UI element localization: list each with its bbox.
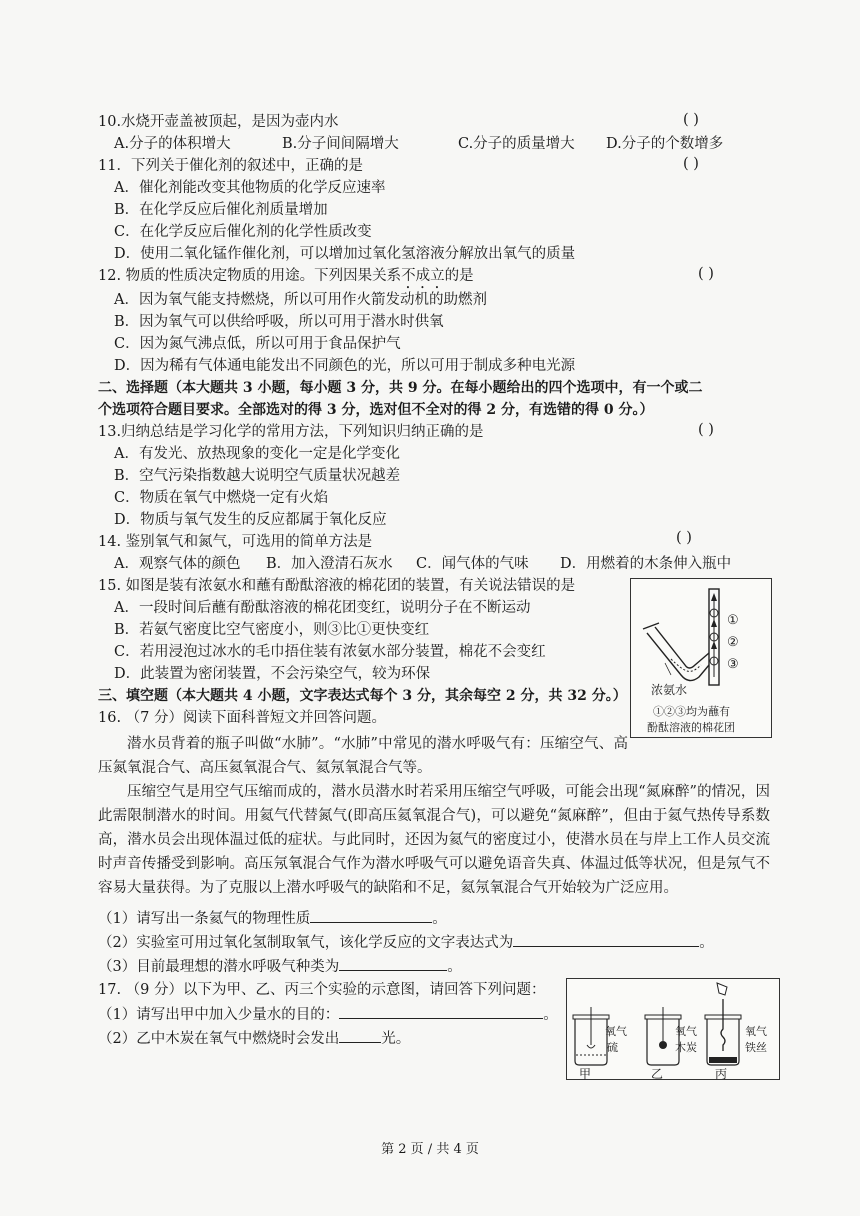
q10-stem: 10.水烧开壶盖被顶起，是因为壶内水 xyxy=(98,114,339,130)
q15-apparatus-figure xyxy=(630,578,772,738)
q10-option-a: A.分子的体积增大 xyxy=(114,136,231,152)
q13-option-d: D．物质与氧气发生的反应都属于氧化反应 xyxy=(114,512,387,528)
q15-stem: 15. 如图是装有浓氨水和蘸有酚酞溶液的棉花团的装置，有关说法错误的是 xyxy=(98,578,576,594)
q14-option-d: D．用燃着的木条伸入瓶中 xyxy=(560,556,732,572)
q16-sub3-period: 。 xyxy=(447,959,462,975)
q16-sub1-answer-blank[interactable] xyxy=(310,908,432,923)
q12-option-b: B．因为氧气可以供给呼吸，所以可用于潜水时供氧 xyxy=(114,314,444,330)
q16-heading: 16. （7 分）阅读下面科普短文并回答问题。 xyxy=(98,710,387,726)
q17-sub2-tail: 光。 xyxy=(381,1031,411,1047)
q14-stem: 14. 鉴别氧气和氮气，可选用的简单方法是 xyxy=(98,534,373,550)
q17-sub2 xyxy=(98,1028,410,1049)
q17-sub1-answer-blank[interactable] xyxy=(339,1004,543,1019)
q11-stem: 11．下列关于催化剂的叙述中，正确的是 xyxy=(98,158,363,174)
fig-label-3: ③ xyxy=(727,657,739,672)
bing-label: 丙 xyxy=(715,1067,728,1081)
q10-bracket: ( ) xyxy=(683,112,699,128)
q16-sub1-period: 。 xyxy=(432,911,447,927)
q14-option-a: A．观察气体的颜色 xyxy=(114,556,241,572)
fig-caption-line1: ①②③均为蘸有 xyxy=(653,705,730,718)
q13-stem: 13.归纳总结是学习化学的常用方法，下列知识归纳正确的是 xyxy=(98,424,484,440)
q17-sub1-period: 。 xyxy=(543,1007,558,1023)
q12-bracket: ( ) xyxy=(698,266,714,282)
q15-option-a: A．一段时间后蘸有酚酞溶液的棉花团变红，说明分子在不断运动 xyxy=(114,600,531,616)
bing-iron-wire-label: 铁丝 xyxy=(745,1041,767,1054)
fig-label-1: ① xyxy=(727,613,739,628)
q16-sub1 xyxy=(98,908,447,929)
q16-sub3-text: （3）目前最理想的潜水呼吸气种类为 xyxy=(98,959,340,975)
q11-option-c: C．在化学反应后催化剂的化学性质改变 xyxy=(114,224,372,240)
q16-sub2-answer-blank[interactable] xyxy=(513,932,699,947)
q13-option-b: B．空气污染指数越大说明空气质量状况越差 xyxy=(114,468,401,484)
q16-sub2-period: 。 xyxy=(699,935,714,951)
q16-sub3-answer-blank[interactable] xyxy=(339,956,447,971)
q13-option-c: C．物质在氧气中燃烧一定有火焰 xyxy=(114,490,329,506)
q12-stem-part1: 12. 物质的性质决定物质的用途。下列因果关系 xyxy=(98,268,402,284)
q17-sub2-text: （2）乙中木炭在氧气中燃烧时会发出 xyxy=(98,1031,340,1047)
page-footer: 第 2 页 / 共 4 页 xyxy=(381,1142,479,1157)
q17-stem: 17. （9 分）以下为甲、乙、丙三个实验的示意图，请回答下列问题： xyxy=(98,982,546,998)
q11-option-d: D．使用二氧化锰作催化剂，可以增加过氧化氢溶液分解放出氧气的质量 xyxy=(114,246,576,262)
q12-stem xyxy=(98,266,474,292)
section2-heading-line2: 个选项符合题目要求。全部选对的得 3 分，选对但不全对的得 2 分，有选错的得 0 分。） xyxy=(98,402,654,418)
q10-option-d: D.分子的个数增多 xyxy=(606,136,724,152)
q14-bracket: ( ) xyxy=(676,530,692,546)
q16-sub2 xyxy=(98,932,714,953)
jia-oxygen-label: 氧气 xyxy=(605,1025,627,1038)
q12-option-a: A．因为氧气能支持燃烧，所以可用作火箭发动机的助燃剂 xyxy=(114,292,487,308)
q12-option-d: D．因为稀有气体通电能发出不同颜色的光，所以可用于制成多种电光源 xyxy=(114,358,576,374)
q13-option-a: A．有发光、放热现象的变化一定是化学变化 xyxy=(114,446,400,462)
q15-option-b: B．若氨气密度比空气密度小，则③比①更快变红 xyxy=(114,622,430,638)
q16-sub3 xyxy=(98,956,462,977)
q15-option-c: C．若用浸泡过冰水的毛巾捂住装有浓氨水部分装置，棉花不会变红 xyxy=(114,644,546,660)
jia-sulfur-label: 硫 xyxy=(607,1041,618,1054)
q14-option-b: B．加入澄清石灰水 xyxy=(266,556,393,572)
section2-heading-line1: 二、选择题（本大题共 3 小题，每小题 3 分，共 9 分。在每小题给出的四个选项中，有一个或二 xyxy=(98,380,703,396)
fig-liquid-label: 浓氨水 xyxy=(651,683,688,697)
q17-sub2-answer-blank[interactable] xyxy=(339,1028,381,1043)
bing-oxygen-label: 氧气 xyxy=(745,1025,767,1038)
q17-experiments-figure xyxy=(566,978,780,1080)
q16-sub2-text: （2）实验室可用过氧化氢制取氧气，该化学反应的文字表达式为 xyxy=(98,935,514,951)
q13-bracket: ( ) xyxy=(698,422,714,438)
q10-option-c: C.分子的质量增大 xyxy=(458,136,575,152)
yi-label: 乙 xyxy=(651,1067,664,1081)
yi-oxygen-label: 氧气 xyxy=(675,1025,697,1038)
q11-bracket: ( ) xyxy=(683,156,699,172)
q11-option-a: A．催化剂能改变其他物质的化学反应速率 xyxy=(114,180,386,196)
q16-paragraph-1: 潜水员背着的瓶子叫做“水肺”。“水肺”中常见的潜水呼吸气有：压缩空气、高压氮氧混合气、高压氦氧混合气、氦氖氧混合气等。 xyxy=(98,736,628,776)
q16-sub1-text: （1）请写出一条氦气的物理性质 xyxy=(98,911,311,927)
q17-sub1 xyxy=(98,1004,558,1025)
q12-stem-part3: 的是 xyxy=(444,268,474,284)
q17-sub1-text: （1）请写出甲中加入少量水的目的： xyxy=(98,1007,340,1023)
q10-option-b: B.分子间间隔增大 xyxy=(282,136,399,152)
q16-paragraph-2: 压缩空气是用空气压缩而成的，潜水员潜水时若采用压缩空气呼吸，可能会出现“氮麻醉”的情况，因此需限制潜水的时间。用氦气代替氮气(即高压氦氧混合气)，可以避免“氮麻醉”，但由于氦气热传导系数高，潜水员会出现体温过低的症状。与此同时，还因为氦气的密度过小，使潜水员在与岸上工作人员交流时声音传播受到影响。高压氖氧混合气作为潜水呼吸气可以避免语音失真、体温过低等状况，但是氖气不容易大量获得。为了克服以上潜水呼吸气的缺陷和不足，氦氖氧混合气开始较为广泛应用。 xyxy=(98,784,770,896)
q12-option-c: C．因为氮气沸点低，所以可用于食品保护气 xyxy=(114,336,401,352)
jia-label: 甲 xyxy=(579,1067,592,1081)
section3-heading: 三、填空题（本大题共 4 小题，文字表达式每个 3 分，其余每空 2 分，共 32 分。） xyxy=(98,688,627,704)
yi-charcoal-label: 木炭 xyxy=(675,1041,697,1054)
fig-caption-line2: 酚酞溶液的棉花团 xyxy=(647,721,735,734)
q15-option-d: D．此装置为密闭装置，不会污染空气，较为环保 xyxy=(114,666,431,682)
q14-option-c: C．闻气体的气味 xyxy=(416,556,529,572)
q12-emphasis: 不成立 xyxy=(401,268,445,284)
fig-label-2: ② xyxy=(727,635,739,650)
q11-option-b: B．在化学反应后催化剂质量增加 xyxy=(114,202,328,218)
